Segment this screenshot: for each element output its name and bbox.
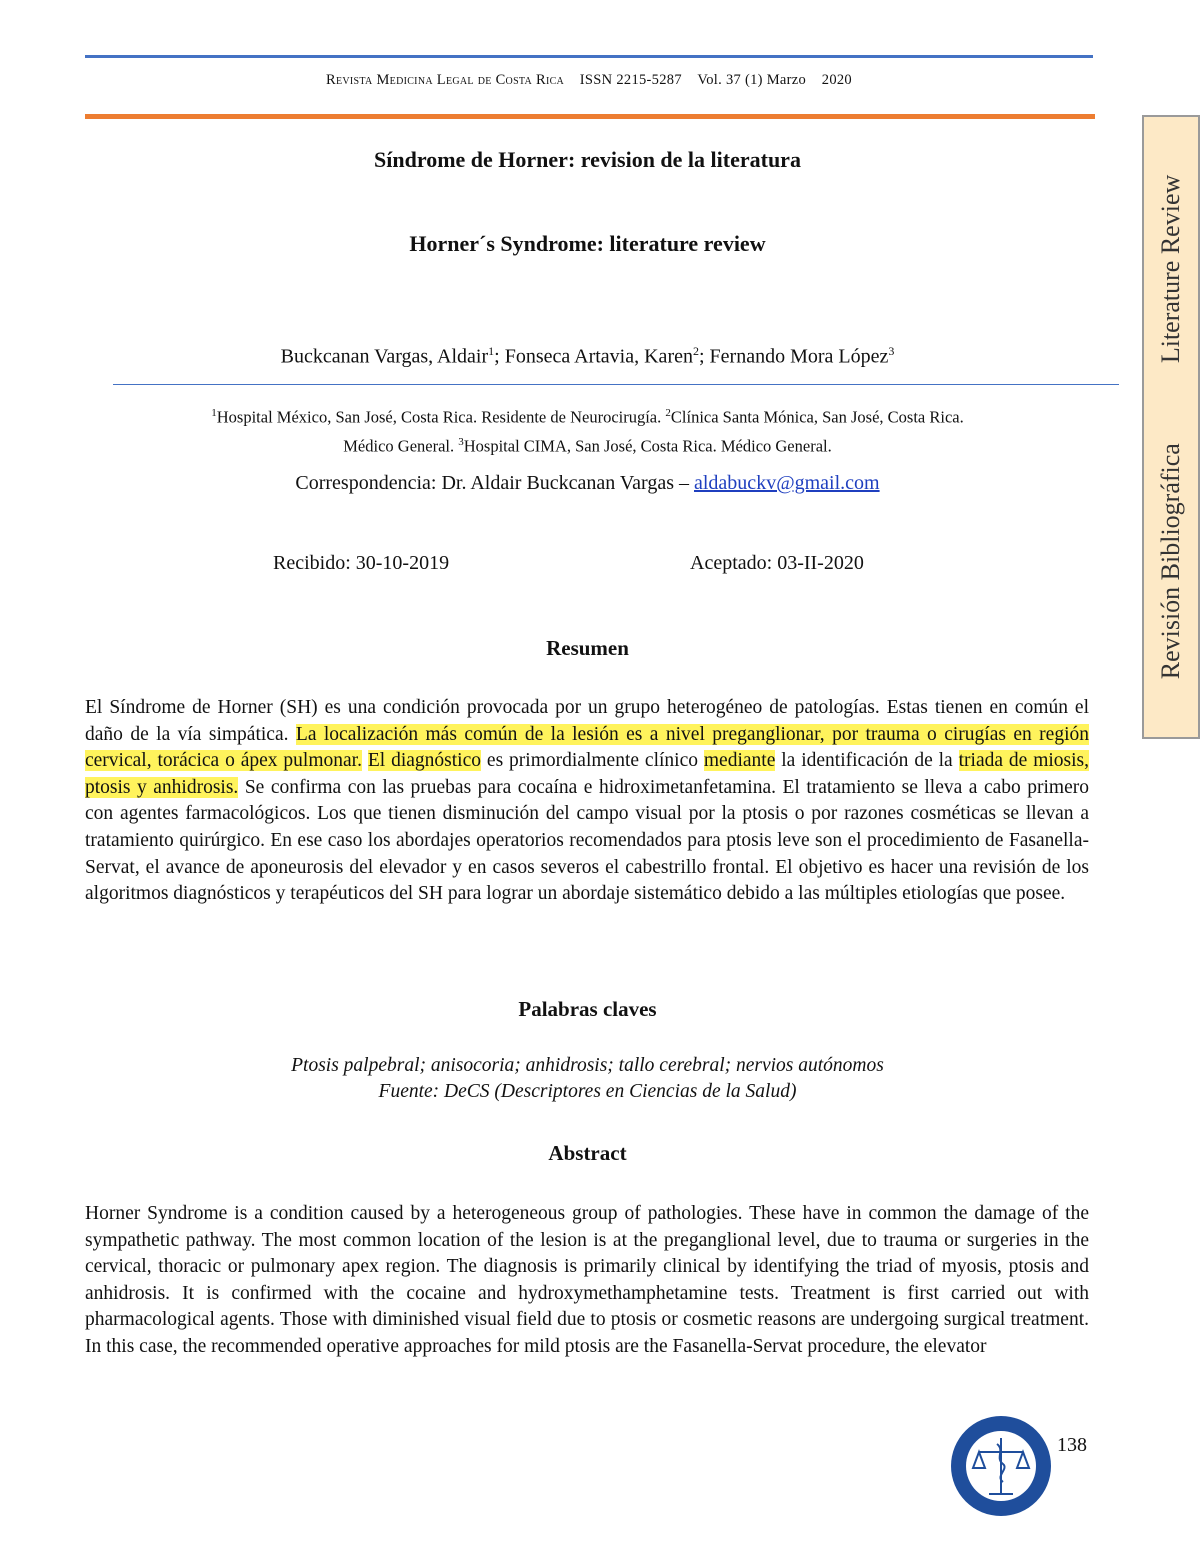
affil-2-role: Médico General. — [343, 436, 455, 455]
affil-1: Hospital México, San José, Costa Rica. Residente de Neurocirugía. — [216, 407, 662, 427]
article-title-en: Horner´s Syndrome: literature review — [409, 231, 766, 256]
author-3-affil-num: 3 — [888, 344, 895, 358]
author-2: ; Fonseca Artavia, Karen — [494, 345, 693, 368]
resumen-text — [85, 695, 1089, 908]
keywords-list: Ptosis palpebral; anisocoria; anhidrosis; tallo cerebral; nervios autónomos — [291, 1055, 884, 1076]
abstract-text: Horner Syndrome is a condition caused by a heterogeneous group of pathologies. These have in common the damage of the sympathetic pathway. The most common location of the lesion is at the preganglional level, due to trauma or surgeries in the cervical, thoracic or pulmonary apex region. The diagnosis is primarily clinical by identifying the triad of myosis, ptosis and anhidrosis. It is confirmed with the cocaine and hydroxymethamphetamine tests. Treatment is first carried out with pharmacological agents. Those with diminished visual field due to ptosis or cosmetic reasons are undergoing surgical treatment. In this case, the recommended operative approaches for mild ptosis are the Fasanella-Servat procedure, the elevator — [85, 1203, 1089, 1357]
received-date: Recibido: 30-10-2019 — [273, 552, 450, 574]
article-title-es: Síndrome de Horner: revision de la literatura — [374, 147, 801, 172]
affil-3-num: 3 — [458, 435, 464, 448]
section-side-tab — [1142, 115, 1200, 739]
medicina-legal-seal-logo — [949, 1414, 1053, 1518]
correspondence — [85, 472, 1090, 495]
keywords-source: Fuente: DeCS (Descriptores en Ciencias de la Salud) — [378, 1081, 797, 1102]
header-rule-orange — [85, 114, 1095, 119]
resumen-highlight: mediante — [703, 750, 776, 772]
header-rule-blue — [85, 55, 1093, 58]
abstract-heading: Abstract — [548, 1141, 627, 1165]
side-tab-label-es: Revisión Bibliográfica — [1156, 443, 1185, 680]
affil-3: Hospital CIMA, San José, Costa Rica. Médico General. — [463, 436, 832, 455]
author-1: Buckcanan Vargas, Aldair — [280, 345, 489, 368]
author-list — [85, 344, 1090, 369]
resumen-highlight: La localización más común de la lesión es a nivel preganglionar, por trauma o cirugías en región cervical, torácica o ápex pulmonar. — [85, 723, 1089, 772]
correspondence-label: Correspondencia: Dr. Aldair Buckcanan Vargas – — [295, 472, 694, 494]
resumen-segment: Se confirma con las pruebas para cocaína e hidroximetanfetamina. El tratamiento se lleva a cabo primero con agentes farmacológicos. Los que tienen disminución del campo visual por la ptosis o por razones cosméticas se llevan a tratamiento quirúrgico. En ese caso los abordajes operatorios recomendados para ptosis leve son el procedimiento de Fasanella-Servat, el avance de aponeurosis del elevador y en casos severos el cabestrillo frontal. El objetivo es hacer una revisión de los algoritmos diagnósticos y terapéuticos del SH para lograr un abordaje sistemático debido a las múltiples etiologías que posee. — [85, 776, 1089, 905]
journal-issn: ISSN 2215-5287 — [579, 72, 682, 88]
author-2-affil-num: 2 — [692, 344, 699, 358]
affil-2: Clínica Santa Mónica, San José, Costa Rica. — [670, 407, 964, 427]
side-tab-label-en: Literature Review — [1156, 174, 1185, 364]
keywords-heading: Palabras claves — [518, 997, 657, 1021]
affil-1-num: 1 — [211, 407, 217, 419]
author-1-affil-num: 1 — [488, 344, 495, 358]
page-number: 138 — [1057, 1434, 1087, 1456]
affiliations — [85, 401, 1090, 458]
author-divider — [113, 384, 1119, 385]
journal-header — [85, 72, 1093, 89]
resumen-heading: Resumen — [546, 636, 629, 660]
journal-name: Revista Medicina Legal de Costa Rica — [326, 72, 565, 88]
accepted-date: Aceptado: 03-II-2020 — [690, 552, 864, 574]
resumen-segment — [362, 750, 368, 771]
resumen-segment: la identificación de la — [775, 750, 959, 772]
resumen-highlight: triada de miosis, ptosis y anhidrosis. — [85, 750, 1090, 798]
author-3: ; Fernando Mora López — [698, 345, 889, 368]
resumen-segment: es primordialmente clínico — [481, 750, 704, 772]
correspondence-email-link[interactable]: aldabuckv@gmail.com — [694, 472, 880, 494]
resumen-highlight: El diagnóstico — [367, 750, 482, 772]
affil-2-num: 2 — [665, 407, 671, 419]
keywords-block — [85, 1053, 1090, 1105]
journal-year: 2020 — [821, 72, 852, 88]
resumen-segment: El Síndrome de Horner (SH) es una condición provocada por un grupo heterogéneo de patologías. Estas tienen en común el daño de la vía simpática. — [85, 697, 1089, 745]
journal-volume: Vol. 37 (1) Marzo — [697, 72, 807, 88]
